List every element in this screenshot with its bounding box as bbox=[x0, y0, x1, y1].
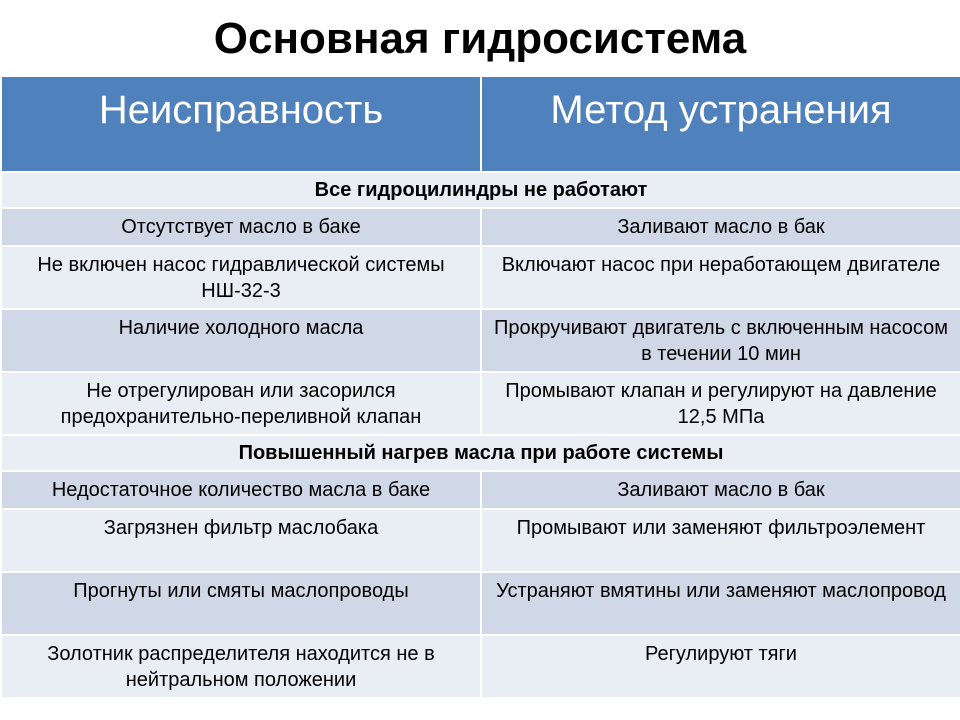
fault-cell: Прогнуты или смяты маслопроводы bbox=[1, 572, 481, 635]
table-row bbox=[1, 309, 960, 372]
fault-cell: Не включен насос гидравлической системы НШ-32-3 bbox=[1, 246, 481, 309]
fix-cell: Промывают клапан и регулируют на давление 12,5 МПа bbox=[481, 372, 960, 435]
table-row bbox=[1, 509, 960, 572]
section-heading-row bbox=[1, 435, 960, 471]
section-heading-row bbox=[1, 172, 960, 208]
section-heading: Все гидроцилиндры не работают bbox=[1, 172, 960, 208]
fault-cell: Загрязнен фильтр маслобака bbox=[1, 509, 481, 572]
fix-cell: Прокручивают двигатель с включенным насосом в течении 10 мин bbox=[481, 309, 960, 372]
table-row bbox=[1, 246, 960, 309]
column-header-fault: Неисправность bbox=[1, 76, 481, 172]
table-row bbox=[1, 471, 960, 509]
fix-cell: Заливают масло в бак bbox=[481, 471, 960, 509]
fix-cell: Регулируют тяги bbox=[481, 635, 960, 698]
fault-cell: Золотник распределителя находится не в нейтральном положении bbox=[1, 635, 481, 698]
faults-table bbox=[0, 75, 960, 699]
section-heading: Повышенный нагрев масла при работе системы bbox=[1, 435, 960, 471]
table-row bbox=[1, 208, 960, 246]
table-row bbox=[1, 635, 960, 698]
fix-cell: Устраняют вмятины или заменяют маслопровод bbox=[481, 572, 960, 635]
fix-cell: Заливают масло в бак bbox=[481, 208, 960, 246]
fix-cell: Включают насос при неработающем двигателе bbox=[481, 246, 960, 309]
fault-cell: Не отрегулирован или засорился предохранительно-переливной клапан bbox=[1, 372, 481, 435]
table-header-row bbox=[1, 76, 960, 172]
fault-cell: Недостаточное количество масла в баке bbox=[1, 471, 481, 509]
fix-cell: Промывают или заменяют фильтроэлемент bbox=[481, 509, 960, 572]
fault-cell: Отсутствует масло в баке bbox=[1, 208, 481, 246]
page-title: Основная гидросистема bbox=[213, 14, 747, 63]
column-header-fix: Метод устранения bbox=[481, 76, 960, 172]
table-row bbox=[1, 372, 960, 435]
table-row bbox=[1, 572, 960, 635]
fault-cell: Наличие холодного масла bbox=[1, 309, 481, 372]
